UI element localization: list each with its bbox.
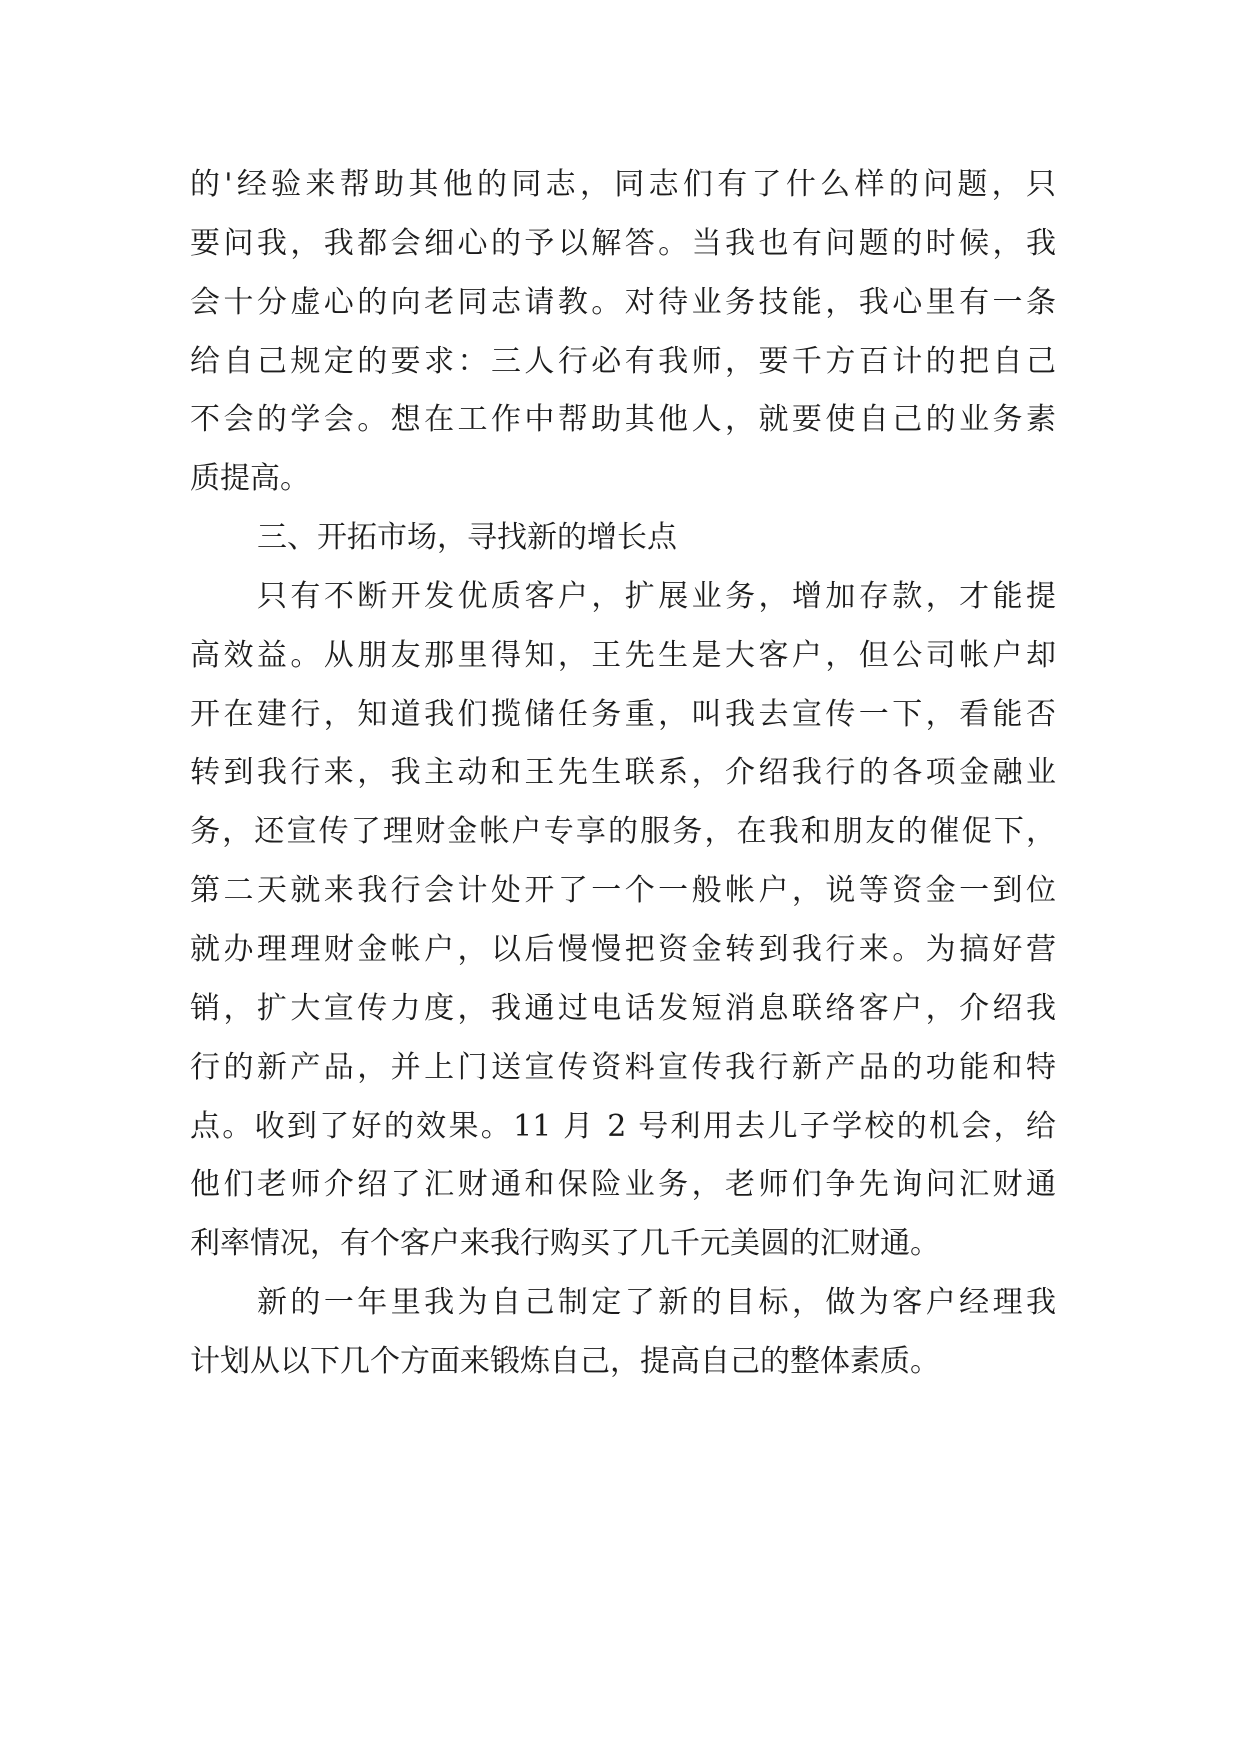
- text-line: 不会的学会。想在工作中帮助其他人，就要使自己的业务素: [190, 402, 1056, 438]
- heading-line: 三、开拓市场，寻找新的增长点: [257, 520, 677, 556]
- paragraph-continuation: [190, 156, 1056, 509]
- text-line: 计划从以下几个方面来锻炼自己，提高自己的整体素质。: [190, 1343, 940, 1379]
- text-line: 只有不断开发优质客户，扩展业务，增加存款，才能提: [257, 578, 1056, 614]
- section-heading: [190, 509, 1056, 568]
- text-line: 转到我行来，我主动和王先生联系，介绍我行的各项金融业: [190, 755, 1056, 791]
- text-line: 第二天就来我行会计处开了一个一般帐户，说等资金一到位: [190, 873, 1056, 909]
- paragraph-new-year-goals: [190, 1274, 1056, 1392]
- text-line: 质提高。: [190, 461, 310, 497]
- text-line: 要问我，我都会细心的予以解答。当我也有问题的时候，我: [190, 225, 1056, 261]
- text-line: 给自己规定的要求：三人行必有我师，要千方百计的把自己: [190, 343, 1056, 379]
- paragraph-market: [190, 568, 1056, 1274]
- text-line: 高效益。从朋友那里得知，王先生是大客户，但公司帐户却: [190, 637, 1056, 673]
- text-line: 销，扩大宣传力度，我通过电话发短消息联络客户，介绍我: [190, 990, 1056, 1026]
- text-line: 会十分虚心的向老同志请教。对待业务技能，我心里有一条: [190, 284, 1056, 320]
- text-line: 他们老师介绍了汇财通和保险业务，老师们争先询问汇财通: [190, 1167, 1056, 1203]
- text-line: 行的新产品，并上门送宣传资料宣传我行新产品的功能和特: [190, 1049, 1056, 1085]
- text-line: 的'经验来帮助其他的同志，同志们有了什么样的问题，只: [190, 167, 1056, 202]
- text-line: 点。收到了好的效果。11 月 2 号利用去儿子学校的机会，给: [190, 1108, 1056, 1144]
- text-line: 务，还宣传了理财金帐户专享的服务，在我和朋友的催促下，: [190, 814, 1056, 850]
- text-line: 新的一年里我为自己制定了新的目标，做为客户经理我: [257, 1285, 1056, 1321]
- text-line: 开在建行，知道我们揽储任务重，叫我去宣传一下，看能否: [190, 696, 1056, 732]
- text-line: 利率情况，有个客户来我行购买了几千元美圆的汇财通。: [190, 1226, 940, 1262]
- document-body: [190, 156, 1056, 1392]
- text-line: 就办理理财金帐户，以后慢慢把资金转到我行来。为搞好营: [190, 931, 1056, 967]
